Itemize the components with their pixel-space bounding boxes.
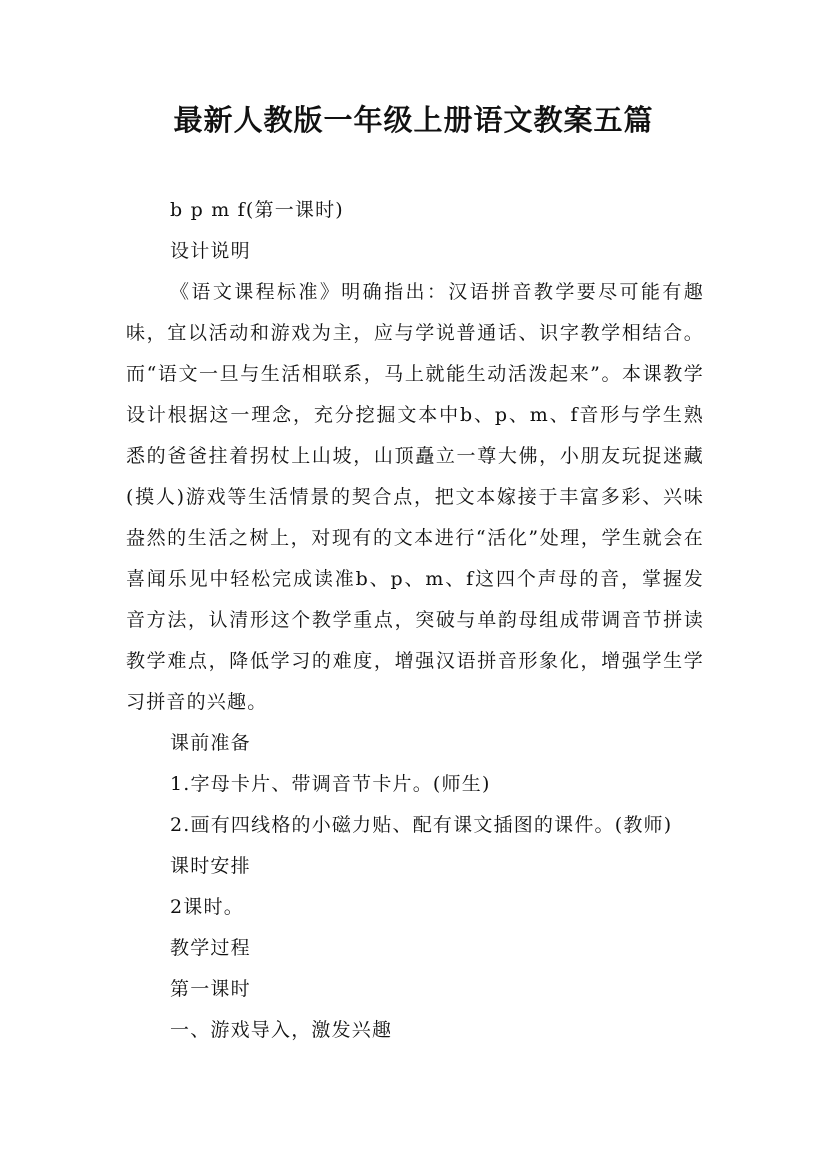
design-paragraph: 《语文课程标准》明确指出：汉语拼音教学要尽可能有趣味，宜以活动和游戏为主，应与学说普通话、识字教学相结合。而“语文一旦与生活相联系，马上就能生动活泼起来”。本课教学设计根据这一理念，充分挖掘文本中b、p、m、f音形与学生熟悉的爸爸拄着拐杖上山坡，山顶矗立一尊大佛，小朋友玩捉迷藏(摸人)游戏等生活情景的契合点，把文本嫁接于丰富多彩、兴味盎然的生活之树上，对现有的文本进行“活化”处理，学生就会在喜闻乐见中轻松完成读准b、p、m、f这四个声母的音，掌握发音方法，认清形这个教学重点，突破与单韵母组成带调音节拼读教学难点，降低学习的难度，增强汉语拼音形象化，增强学生学习拼音的兴趣。	[126, 281, 704, 713]
prep-item-1: 1.字母卡片、带调音节卡片。(师生)	[170, 773, 491, 795]
lesson-heading: b p m f(第一课时)	[170, 199, 344, 221]
prep-heading: 课前准备	[170, 732, 251, 754]
document-title: 最新人教版一年级上册语文教案五篇	[173, 103, 654, 137]
design-heading: 设计说明	[170, 240, 251, 262]
process-heading: 教学过程	[170, 937, 251, 959]
first-lesson-heading: 第一课时	[170, 978, 251, 1000]
prep-item-2: 2.画有四线格的小磁力贴、配有课文插图的课件。(教师)	[170, 814, 673, 836]
schedule-text: 2课时。	[170, 896, 244, 918]
section-one-heading: 一、游戏导入，激发兴趣	[170, 1019, 393, 1041]
document-body	[126, 190, 704, 1051]
schedule-heading: 课时安排	[170, 855, 251, 877]
